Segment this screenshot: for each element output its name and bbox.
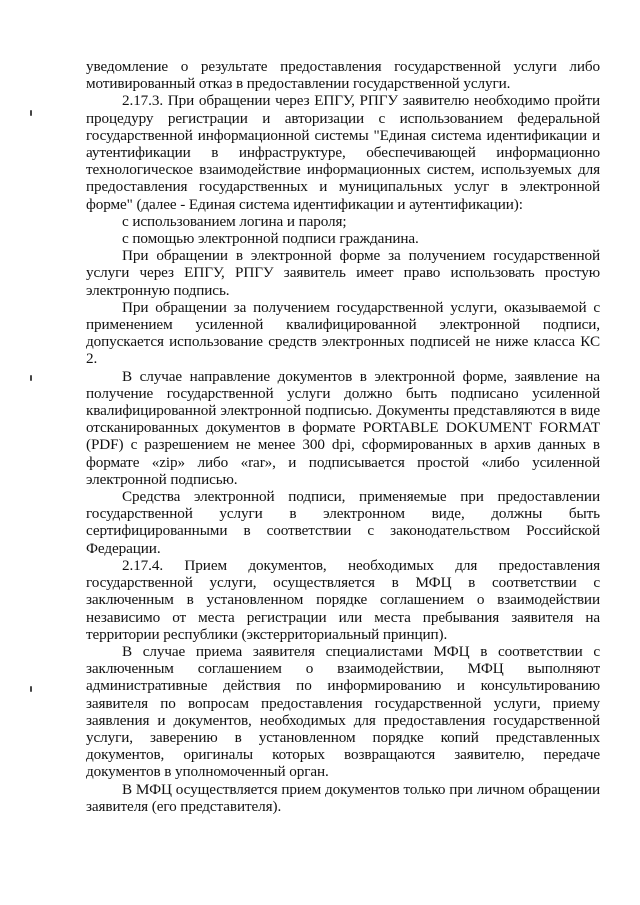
paragraph: уведомление о результате предоставления государственной услуги либо мотивированный отказ в предоставлении государственной услуги. xyxy=(86,58,600,93)
paragraph: При обращении за получением государственной услуги, оказываемой с применением усиленной квалифицированной электронной подписи, допускается использование средств электронных подписей не ниже класса КС 2. xyxy=(86,298,600,368)
paragraph: 2.17.3. При обращении через ЕПГУ, РПГУ заявителю необходимо пройти процедуру регистрации и авторизации с использованием федеральной государственной информационной системы "Единая система идентификации и аутентификации в инфраструктуре, обеспечивающей информационно технологическое взаимодействие информационных систем, используемых для предоставления государственных и муниципальных услуг в электронной форме" (далее - Единая система идентификации и аутентификации): xyxy=(86,92,600,213)
paragraph: В МФЦ осуществляется прием документов только при личном обращении заявителя (его представителя). xyxy=(86,780,600,815)
paragraph: В случае направление документов в электронной форме, заявление на получение государственной услуги должно быть подписано усиленной квалифицированной электронной подписью. Документы представляются в виде отсканированных документов в формате PORTABLE DOKUMENT FORMAT (PDF) с разрешением не менее 300 dpi, сформированных в архив данных в формате «zip» либо «rar», и подписывается простой «либо усиленной электронной подписью. xyxy=(86,367,600,488)
list-item: с помощью электронной подписи гражданина. xyxy=(122,230,419,248)
scan-margin-mark xyxy=(30,110,32,116)
list-item: с использованием логина и пароля; xyxy=(122,212,347,230)
paragraph: Средства электронной подписи, применяемые при предоставлении государственной услуги в электронном виде, должны быть сертифицированными в соответствии с законодательством Российской Федерации. xyxy=(86,488,600,557)
paragraph: 2.17.4. Прием документов, необходимых для предоставления государственной услуги, осуществляется в МФЦ в соответствии с заключенным в установленном порядке соглашением о взаимодействии независимо от места регистрации или места пребывания заявителя на территории республики (экстерриториальный принцип). xyxy=(86,556,600,643)
document-body xyxy=(86,58,600,815)
paragraph: При обращении в электронной форме за получением государственной услуги через ЕПГУ, РПГУ заявитель имеет право использовать простую электронную подпись. xyxy=(86,247,600,299)
paragraph: В случае приема заявителя специалистами МФЦ в соответствии с заключенным соглашением о взаимодействии, МФЦ выполняют административные действия по информированию и консультированию заявителя по вопросам предоставления государственной услуги, приему заявления и документов, необходимых для предоставления государственной услуги, заверению в установленном порядке копий представленных документов, оригиналы которых возвращаются заявителю, передаче документов в уполномоченный орган. xyxy=(86,642,600,781)
scan-margin-mark xyxy=(30,375,32,381)
scan-margin-mark xyxy=(30,686,32,692)
